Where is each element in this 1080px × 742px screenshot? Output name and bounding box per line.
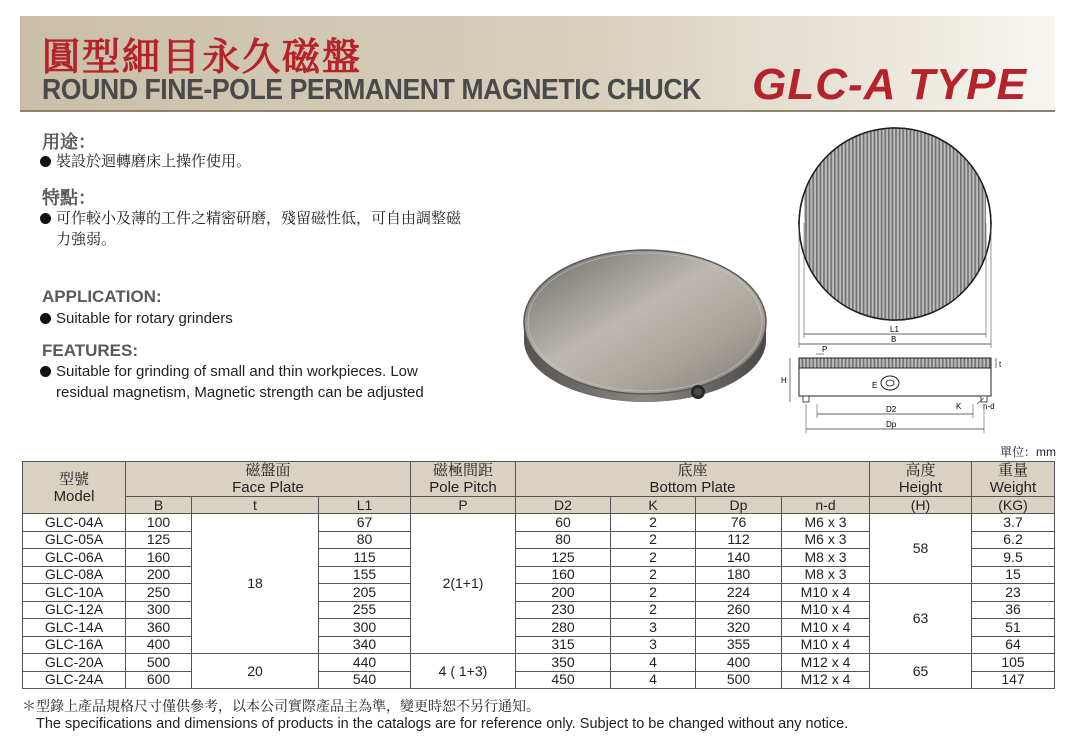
cell-weight: 15 [972, 566, 1055, 584]
cell-L1: 115 [319, 549, 411, 567]
table-row [23, 584, 1055, 602]
cell-B: 300 [126, 601, 192, 619]
cell-D2: 350 [516, 654, 611, 672]
cell-L1: 255 [319, 601, 411, 619]
label-Dp: Dp [886, 420, 897, 429]
cell-D2: 160 [516, 566, 611, 584]
cell-Dp: 140 [696, 549, 782, 567]
cell-K: 4 [611, 654, 696, 672]
label-K: K [956, 402, 962, 411]
cell-Dp: 76 [696, 514, 782, 532]
english-title: ROUND FINE-POLE PERMANENT MAGNETIC CHUCK [42, 74, 701, 106]
cell-Dp: 355 [696, 636, 782, 654]
cell-model: GLC-08A [23, 566, 126, 584]
subheader-nd: n-d [782, 497, 870, 514]
type-title: GLC-A TYPE [752, 60, 1027, 109]
cell-nd: M10 x 4 [782, 601, 870, 619]
usage-item-cn [40, 151, 251, 172]
cell-D2: 60 [516, 514, 611, 532]
cell-D2: 125 [516, 549, 611, 567]
cell-K: 4 [611, 671, 696, 689]
cell-B: 160 [126, 549, 192, 567]
cell-B: 500 [126, 654, 192, 672]
header-pitch-cn: 磁極間距 [432, 462, 493, 479]
cell-K: 2 [611, 549, 696, 567]
cell-weight: 36 [972, 601, 1055, 619]
features-item-text-2: residual magnetism, Magnetic strength can be adjusted [56, 384, 424, 401]
label-t: t [999, 360, 1002, 369]
cell-weight: 6.2 [972, 531, 1055, 549]
subheader-H: (H) [870, 497, 972, 514]
cell-B: 200 [126, 566, 192, 584]
label-B: B [891, 335, 897, 344]
cell-nd: M12 x 4 [782, 671, 870, 689]
subheader-P: P [411, 497, 516, 514]
cell-K: 3 [611, 619, 696, 637]
cell-height-merged: 58 [870, 514, 972, 584]
header-pitch-en: Pole Pitch [429, 479, 497, 496]
cell-nd: M8 x 3 [782, 549, 870, 567]
label-nd: n-d [983, 402, 995, 411]
header-weight-en: Weight [989, 479, 1037, 496]
application-item [40, 308, 233, 329]
cell-nd: M6 x 3 [782, 531, 870, 549]
header-bottom-cn: 底座 [677, 462, 708, 479]
usage-title-cn: 用途： [42, 132, 96, 152]
cell-nd: M6 x 3 [782, 514, 870, 532]
table-row [23, 654, 1055, 672]
cell-Dp: 224 [696, 584, 782, 602]
cell-model: GLC-04A [23, 514, 126, 532]
subheader-KG: (KG) [972, 497, 1055, 514]
usage-item-text: 裝設於迴轉磨床上操作使用。 [56, 153, 252, 170]
features-title: FEATURES: [42, 341, 139, 360]
cell-L1: 340 [319, 636, 411, 654]
feature-item-cn [40, 208, 461, 250]
cell-Dp: 320 [696, 619, 782, 637]
cell-L1: 67 [319, 514, 411, 532]
cell-height-merged: 65 [870, 654, 972, 689]
subheader-K: K [611, 497, 696, 514]
header-bottom-en: Bottom Plate [649, 479, 736, 496]
cell-nd: M10 x 4 [782, 619, 870, 637]
header-weight-cn: 重量 [997, 462, 1028, 479]
cell-K: 2 [611, 601, 696, 619]
cell-Dp: 260 [696, 601, 782, 619]
cell-D2: 200 [516, 584, 611, 602]
bullet-icon [40, 213, 51, 224]
footnote-cn: ＊型錄上產品規格尺寸僅供參考，以本公司實際產品主為準，變更時恕不另行通知。 [22, 698, 540, 714]
title-banner [20, 16, 1055, 112]
cell-K: 2 [611, 566, 696, 584]
header-face-plate [126, 462, 411, 497]
cell-model: GLC-05A [23, 531, 126, 549]
cell-model: GLC-24A [23, 671, 126, 689]
bullet-icon [40, 313, 51, 324]
cell-model: GLC-20A [23, 654, 126, 672]
header-height-en: Height [898, 479, 943, 496]
cell-nd: M10 x 4 [782, 636, 870, 654]
cell-B: 125 [126, 531, 192, 549]
feature-item-text-2: 力強弱。 [56, 231, 117, 248]
cell-B: 250 [126, 584, 192, 602]
label-E: E [872, 381, 878, 390]
cell-model: GLC-16A [23, 636, 126, 654]
header-model [23, 462, 126, 514]
cell-Dp: 500 [696, 671, 782, 689]
table-row [23, 514, 1055, 532]
bullet-icon [40, 366, 51, 377]
cell-L1: 205 [319, 584, 411, 602]
cell-L1: 155 [319, 566, 411, 584]
header-model-cn: 型號 [58, 470, 89, 488]
cell-K: 3 [611, 636, 696, 654]
cell-model: GLC-10A [23, 584, 126, 602]
cell-model: GLC-14A [23, 619, 126, 637]
spec-table [22, 461, 1055, 689]
chinese-title: 圓型細目永久磁盤 [42, 34, 363, 79]
cell-nd: M10 x 4 [782, 584, 870, 602]
subheader-D2: D2 [516, 497, 611, 514]
label-H: H [781, 376, 787, 385]
header-model-en: Model [53, 487, 95, 505]
cell-L1: 440 [319, 654, 411, 672]
technical-drawing [780, 126, 1055, 446]
subheader-L1: L1 [319, 497, 411, 514]
label-D2: D2 [886, 405, 897, 414]
cell-L1: 540 [319, 671, 411, 689]
cell-L1: 80 [319, 531, 411, 549]
cell-t-merged: 18 [192, 514, 319, 654]
cell-weight: 105 [972, 654, 1055, 672]
cell-Dp: 112 [696, 531, 782, 549]
cell-weight: 23 [972, 584, 1055, 602]
subheader-B: B [126, 497, 192, 514]
cell-model: GLC-12A [23, 601, 126, 619]
cell-pitch-merged: 4 ( 1+3) [411, 654, 516, 689]
cell-weight: 3.7 [972, 514, 1055, 532]
application-title: APPLICATION: [42, 287, 162, 306]
cell-nd: M8 x 3 [782, 566, 870, 584]
header-face-en: Face Plate [232, 479, 304, 496]
feature-item-text-1: 可作較小及薄的工件之精密研磨，殘留磁性低，可自由調整磁 [56, 210, 462, 227]
cell-B: 100 [126, 514, 192, 532]
product-photo [520, 222, 770, 412]
header-face-cn: 磁盤面 [245, 462, 291, 479]
header-weight [972, 462, 1055, 497]
label-L1: L1 [890, 325, 899, 334]
header-pole-pitch [411, 462, 516, 497]
cell-D2: 450 [516, 671, 611, 689]
features-item [40, 361, 424, 403]
cell-K: 2 [611, 514, 696, 532]
cell-t-merged: 20 [192, 654, 319, 689]
cell-weight: 147 [972, 671, 1055, 689]
feature-title-cn: 特點： [42, 188, 96, 208]
cell-D2: 280 [516, 619, 611, 637]
cell-height-merged: 63 [870, 584, 972, 654]
cell-D2: 80 [516, 531, 611, 549]
cell-weight: 9.5 [972, 549, 1055, 567]
cell-D2: 315 [516, 636, 611, 654]
cell-model: GLC-06A [23, 549, 126, 567]
bullet-icon [40, 156, 51, 167]
cell-nd: M12 x 4 [782, 654, 870, 672]
cell-K: 2 [611, 531, 696, 549]
cell-B: 400 [126, 636, 192, 654]
footnote-en: The specifications and dimensions of products in the catalogs are for reference only. Subject to be changed without any notice. [36, 716, 849, 732]
subheader-t: t [192, 497, 319, 514]
label-P: P [822, 345, 828, 354]
unit-label: 單位：mm [1000, 445, 1056, 459]
cell-L1: 300 [319, 619, 411, 637]
application-item-text: Suitable for rotary grinders [56, 310, 233, 327]
header-bottom-plate [516, 462, 870, 497]
cell-Dp: 400 [696, 654, 782, 672]
header-height [870, 462, 972, 497]
cell-weight: 64 [972, 636, 1055, 654]
cell-D2: 230 [516, 601, 611, 619]
cell-weight: 51 [972, 619, 1055, 637]
cell-K: 2 [611, 584, 696, 602]
header-height-cn: 高度 [905, 462, 936, 479]
features-item-text-1: Suitable for grinding of small and thin workpieces. Low [56, 363, 418, 380]
cell-B: 360 [126, 619, 192, 637]
cell-Dp: 180 [696, 566, 782, 584]
subheader-Dp: Dp [696, 497, 782, 514]
cell-pitch-merged: 2(1+1) [411, 514, 516, 654]
cell-B: 600 [126, 671, 192, 689]
